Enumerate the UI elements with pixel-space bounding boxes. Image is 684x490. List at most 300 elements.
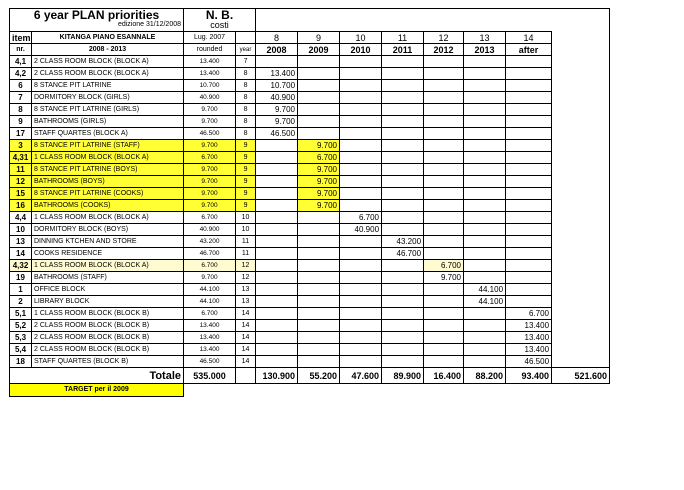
- year-value: [256, 356, 298, 368]
- col-number: 14: [506, 32, 552, 44]
- item-description: BATHROOMS (STAFF): [32, 272, 184, 284]
- title-cell: [10, 9, 184, 32]
- item-cost: 9.700: [184, 116, 236, 128]
- item-number: 4,2: [10, 68, 32, 80]
- year-blank: [236, 32, 256, 44]
- blank-cell: [552, 128, 610, 140]
- item-description: BATHROOMS (GIRLS): [32, 116, 184, 128]
- year-value: 10.700: [256, 80, 298, 92]
- year-value: [256, 296, 298, 308]
- year-value: [506, 68, 552, 80]
- item-cost: 6.700: [184, 308, 236, 320]
- year-value: [382, 152, 424, 164]
- blank-cell: [552, 212, 610, 224]
- blank-cell: [552, 104, 610, 116]
- item-cost: 6.700: [184, 152, 236, 164]
- year-value: [424, 344, 464, 356]
- item-number: 16: [10, 200, 32, 212]
- year-value: [340, 152, 382, 164]
- year-value: [256, 56, 298, 68]
- item-year: 9: [236, 200, 256, 212]
- year-value: [382, 68, 424, 80]
- year-value: [340, 164, 382, 176]
- lug-label: Lug. 2007: [184, 32, 236, 44]
- item-description: 1 CLASS ROOM BLOCK (BLOCK A): [32, 260, 184, 272]
- item-number: 4,32: [10, 260, 32, 272]
- year-value: [424, 236, 464, 248]
- year-value: [464, 164, 506, 176]
- totals-row: [10, 368, 610, 384]
- year-value: [382, 284, 424, 296]
- totals-value: 88.200: [464, 368, 506, 384]
- item-cost: 6.700: [184, 212, 236, 224]
- table-row: [10, 224, 610, 236]
- item-year: 8: [236, 116, 256, 128]
- item-cost: 46.500: [184, 356, 236, 368]
- year-value: [340, 356, 382, 368]
- year-value: [256, 164, 298, 176]
- item-year: 8: [236, 128, 256, 140]
- year-value: 6.700: [424, 260, 464, 272]
- year-value: 13.400: [506, 332, 552, 344]
- item-cost: 9.700: [184, 200, 236, 212]
- year-value: [298, 92, 340, 104]
- year-value: [340, 116, 382, 128]
- blank-cell: [552, 356, 610, 368]
- year-value: 9.700: [298, 188, 340, 200]
- table-row: [10, 176, 610, 188]
- year-value: [382, 164, 424, 176]
- item-number: 19: [10, 272, 32, 284]
- year-value: [506, 140, 552, 152]
- item-year: 9: [236, 164, 256, 176]
- table-row: [10, 68, 610, 80]
- table-row: [10, 308, 610, 320]
- year-value: [298, 68, 340, 80]
- target-label: TARGET per il 2009: [10, 384, 184, 397]
- item-year: 14: [236, 308, 256, 320]
- page-title: 6 year PLAN priorities: [33, 8, 160, 22]
- year-value: [506, 56, 552, 68]
- totals-cost: 535.000: [184, 368, 236, 384]
- year-value: [340, 80, 382, 92]
- plan-table: [9, 8, 610, 397]
- item-year: 9: [236, 152, 256, 164]
- year-value: [298, 224, 340, 236]
- blank-cell: [552, 32, 610, 44]
- year-value: [424, 212, 464, 224]
- year-value: [340, 332, 382, 344]
- year-value: [256, 176, 298, 188]
- year-value: [256, 332, 298, 344]
- year-value: [256, 308, 298, 320]
- year-value: [382, 320, 424, 332]
- item-year: 11: [236, 248, 256, 260]
- year-value: [382, 200, 424, 212]
- year-value: [506, 92, 552, 104]
- item-label: item: [10, 32, 32, 44]
- item-description: 8 STANCE PIT LATRINE: [32, 80, 184, 92]
- year-value: 9.700: [298, 200, 340, 212]
- year-value: [340, 128, 382, 140]
- table-row: [10, 92, 610, 104]
- table-row: [10, 344, 610, 356]
- item-description: 2 CLASS ROOM BLOCK (BLOCK B): [32, 344, 184, 356]
- table-row: [10, 128, 610, 140]
- item-description: DINNING KTCHEN AND STORE: [32, 236, 184, 248]
- year-value: [256, 260, 298, 272]
- year-value: [506, 260, 552, 272]
- year-value: [464, 92, 506, 104]
- year-value: [340, 188, 382, 200]
- year-value: 6.700: [298, 152, 340, 164]
- year-value: [298, 332, 340, 344]
- item-year: 8: [236, 92, 256, 104]
- item-description: 8 STANCE PIT LATRINE (BOYS): [32, 164, 184, 176]
- year-value: 44.100: [464, 296, 506, 308]
- year-value: [340, 296, 382, 308]
- col-year: 2009: [298, 44, 340, 56]
- table-row: [10, 248, 610, 260]
- year-value: [424, 68, 464, 80]
- item-number: 15: [10, 188, 32, 200]
- blank-cell: [552, 236, 610, 248]
- item-cost: 13.400: [184, 68, 236, 80]
- table-row: [10, 56, 610, 68]
- table-row: [10, 80, 610, 92]
- year-label: year: [236, 44, 256, 56]
- year-value: 9.700: [298, 164, 340, 176]
- table-row: [10, 272, 610, 284]
- item-description: 1 CLASS ROOM BLOCK (BLOCK B): [32, 308, 184, 320]
- year-value: [382, 116, 424, 128]
- totals-value: 89.900: [382, 368, 424, 384]
- item-year: 9: [236, 188, 256, 200]
- item-description: STAFF QUARTES (BLOCK A): [32, 128, 184, 140]
- item-number: 6: [10, 80, 32, 92]
- year-value: [382, 80, 424, 92]
- year-value: [382, 128, 424, 140]
- item-cost: 13.400: [184, 332, 236, 344]
- year-value: [382, 56, 424, 68]
- year-value: [424, 224, 464, 236]
- item-number: 1: [10, 284, 32, 296]
- item-cost: 43.200: [184, 236, 236, 248]
- totals-label: Totale: [10, 368, 184, 384]
- blank-cell: [552, 320, 610, 332]
- year-value: [506, 164, 552, 176]
- year-value: 46.500: [506, 356, 552, 368]
- item-number: 5,3: [10, 332, 32, 344]
- totals-value: 130.900: [256, 368, 298, 384]
- year-value: [340, 344, 382, 356]
- year-value: [464, 68, 506, 80]
- year-value: [340, 308, 382, 320]
- blank-cell: [552, 176, 610, 188]
- blank-cell: [552, 152, 610, 164]
- year-value: [256, 200, 298, 212]
- item-number: 10: [10, 224, 32, 236]
- year-value: [256, 212, 298, 224]
- item-cost: 46.500: [184, 128, 236, 140]
- year-value: [298, 248, 340, 260]
- item-year: 8: [236, 104, 256, 116]
- item-year: 12: [236, 272, 256, 284]
- table-row: [10, 140, 610, 152]
- table-row: [10, 188, 610, 200]
- year-value: [506, 212, 552, 224]
- item-cost: 9.700: [184, 164, 236, 176]
- year-value: 9.700: [256, 116, 298, 128]
- totals-blank: [236, 368, 256, 384]
- blank-cell: [552, 284, 610, 296]
- year-value: [298, 296, 340, 308]
- table-row: [10, 152, 610, 164]
- year-value: 46.500: [256, 128, 298, 140]
- table-row: [10, 236, 610, 248]
- item-number: 4,31: [10, 152, 32, 164]
- item-number: 3: [10, 140, 32, 152]
- table-row: [10, 104, 610, 116]
- item-description: DORMITORY BLOCK (BOYS): [32, 224, 184, 236]
- item-year: 8: [236, 68, 256, 80]
- totals-value: 47.600: [340, 368, 382, 384]
- footer-blank: [184, 384, 610, 397]
- item-cost: 6.700: [184, 260, 236, 272]
- year-value: [506, 272, 552, 284]
- year-value: [382, 140, 424, 152]
- year-value: [464, 224, 506, 236]
- table-row: [10, 296, 610, 308]
- col-number: 12: [424, 32, 464, 44]
- blank-cell: [552, 116, 610, 128]
- year-value: [424, 284, 464, 296]
- item-description: OFFICE BLOCK: [32, 284, 184, 296]
- year-value: 9.700: [424, 272, 464, 284]
- item-number: 11: [10, 164, 32, 176]
- item-number: 14: [10, 248, 32, 260]
- table-row: [10, 320, 610, 332]
- item-description: 8 STANCE PIT LATRINE (STAFF): [32, 140, 184, 152]
- year-value: [340, 176, 382, 188]
- year-value: [382, 356, 424, 368]
- spreadsheet: [9, 8, 609, 397]
- item-description: 8 STANCE PIT LATRINE (COOKS): [32, 188, 184, 200]
- nb-label: N. B.: [205, 8, 234, 22]
- year-value: [340, 104, 382, 116]
- blank-cell: [552, 80, 610, 92]
- year-value: [382, 344, 424, 356]
- item-number: 12: [10, 176, 32, 188]
- item-number: 4,1: [10, 56, 32, 68]
- blank-cell: [552, 200, 610, 212]
- blank-cell: [552, 140, 610, 152]
- year-value: [298, 212, 340, 224]
- item-description: DORMITORY BLOCK (GIRLS): [32, 92, 184, 104]
- year-value: [506, 152, 552, 164]
- year-value: [256, 236, 298, 248]
- period-label: 2008 - 2013: [32, 44, 184, 56]
- year-value: [506, 80, 552, 92]
- year-value: [424, 140, 464, 152]
- year-value: [382, 224, 424, 236]
- year-value: [382, 308, 424, 320]
- year-value: [256, 152, 298, 164]
- header-row-1: [10, 9, 610, 32]
- year-value: [382, 212, 424, 224]
- year-value: [424, 320, 464, 332]
- table-row: [10, 200, 610, 212]
- item-cost: 9.700: [184, 272, 236, 284]
- year-value: [298, 272, 340, 284]
- item-year: 14: [236, 356, 256, 368]
- blank-cell: [552, 248, 610, 260]
- year-value: [464, 236, 506, 248]
- year-value: [298, 104, 340, 116]
- year-value: [506, 188, 552, 200]
- year-value: [506, 128, 552, 140]
- col-year: 2008: [256, 44, 298, 56]
- year-value: [298, 80, 340, 92]
- year-value: [506, 176, 552, 188]
- item-description: BATHROOMS (BOYS): [32, 176, 184, 188]
- year-value: [464, 80, 506, 92]
- year-value: [506, 296, 552, 308]
- item-cost: 10.700: [184, 80, 236, 92]
- year-value: [256, 344, 298, 356]
- item-description: 1 CLASS ROOM BLOCK (BLOCK A): [32, 212, 184, 224]
- year-value: [340, 68, 382, 80]
- year-value: [424, 152, 464, 164]
- year-value: [298, 308, 340, 320]
- table-row: [10, 356, 610, 368]
- year-value: [340, 200, 382, 212]
- year-value: [424, 92, 464, 104]
- year-value: [464, 344, 506, 356]
- year-value: [506, 104, 552, 116]
- year-value: 6.700: [506, 308, 552, 320]
- item-description: 2 CLASS ROOM BLOCK (BLOCK A): [32, 56, 184, 68]
- year-value: [464, 260, 506, 272]
- item-year: 13: [236, 284, 256, 296]
- year-value: [464, 320, 506, 332]
- year-value: [464, 56, 506, 68]
- table-row: [10, 284, 610, 296]
- year-value: [382, 188, 424, 200]
- item-cost: 40.900: [184, 92, 236, 104]
- item-cost: 9.700: [184, 176, 236, 188]
- item-number: 18: [10, 356, 32, 368]
- year-value: [424, 188, 464, 200]
- table-row: [10, 164, 610, 176]
- item-cost: 9.700: [184, 104, 236, 116]
- item-year: 13: [236, 296, 256, 308]
- year-value: [424, 356, 464, 368]
- year-value: [506, 236, 552, 248]
- item-year: 11: [236, 236, 256, 248]
- year-value: [382, 104, 424, 116]
- year-value: [464, 176, 506, 188]
- year-value: 43.200: [382, 236, 424, 248]
- item-number: 9: [10, 116, 32, 128]
- totals-value: 55.200: [298, 368, 340, 384]
- blank-cell: [552, 56, 610, 68]
- item-number: 17: [10, 128, 32, 140]
- table-row: [10, 116, 610, 128]
- table-row: [10, 260, 610, 272]
- item-description: STAFF QUARTES (BLOCK B): [32, 356, 184, 368]
- grand-total: 521.600: [552, 368, 610, 384]
- year-value: 13.400: [256, 68, 298, 80]
- footer-row: [10, 384, 610, 397]
- item-year: 7: [236, 56, 256, 68]
- year-value: [464, 356, 506, 368]
- year-value: [506, 248, 552, 260]
- item-number: 4,4: [10, 212, 32, 224]
- item-description: 2 CLASS ROOM BLOCK (BLOCK B): [32, 332, 184, 344]
- item-year: 10: [236, 224, 256, 236]
- blank-cell: [552, 332, 610, 344]
- item-description: 8 STANCE PIT LATRINE (GIRLS): [32, 104, 184, 116]
- col-year: after: [506, 44, 552, 56]
- edition-label: edizione 31/12/2008: [117, 21, 182, 28]
- year-value: [464, 128, 506, 140]
- year-value: [424, 176, 464, 188]
- year-value: [256, 272, 298, 284]
- year-value: [424, 56, 464, 68]
- item-cost: 44.100: [184, 284, 236, 296]
- item-year: 9: [236, 140, 256, 152]
- year-value: [424, 104, 464, 116]
- header-row-3: [10, 44, 610, 56]
- year-value: [340, 260, 382, 272]
- year-value: 13.400: [506, 320, 552, 332]
- year-value: [506, 224, 552, 236]
- year-value: [506, 116, 552, 128]
- year-value: [464, 212, 506, 224]
- year-value: [464, 152, 506, 164]
- item-number: 2: [10, 296, 32, 308]
- year-value: [464, 140, 506, 152]
- year-value: [424, 308, 464, 320]
- year-value: [340, 248, 382, 260]
- year-value: 9.700: [298, 176, 340, 188]
- item-year: 9: [236, 176, 256, 188]
- header-blank: [256, 9, 610, 32]
- data-rows: [10, 56, 610, 368]
- item-description: 2 CLASS ROOM BLOCK (BLOCK B): [32, 320, 184, 332]
- item-year: 14: [236, 320, 256, 332]
- table-row: [10, 212, 610, 224]
- year-value: [256, 284, 298, 296]
- year-value: 40.900: [340, 224, 382, 236]
- year-value: [464, 188, 506, 200]
- year-value: [424, 116, 464, 128]
- year-value: [298, 284, 340, 296]
- year-value: 9.700: [256, 104, 298, 116]
- year-value: 13.400: [506, 344, 552, 356]
- year-value: [340, 236, 382, 248]
- rounded-label: rounded: [184, 44, 236, 56]
- col-number: 8: [256, 32, 298, 44]
- blank-cell: [552, 296, 610, 308]
- year-value: 9.700: [298, 140, 340, 152]
- item-number: 13: [10, 236, 32, 248]
- header-row-2: [10, 32, 610, 44]
- nb-cell: [184, 9, 256, 32]
- item-cost: 13.400: [184, 320, 236, 332]
- year-value: [506, 200, 552, 212]
